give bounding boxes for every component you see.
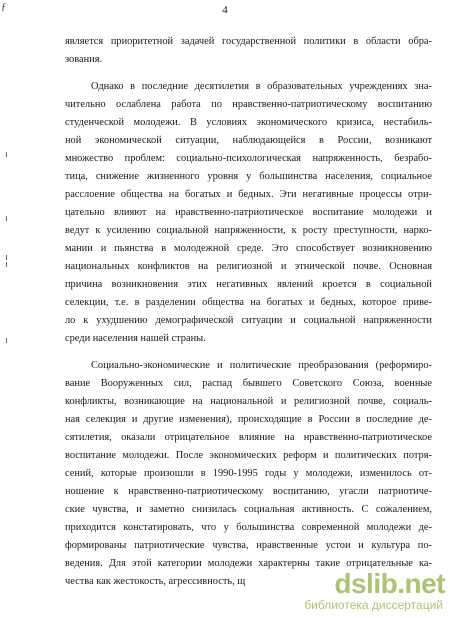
text-line: расслоение общества на богатых и бедных. Эти негативные процессы отри- (65, 189, 432, 200)
text-line: сений, которые произошли в 1990-1995 годы у молодежи, изменилось от- (65, 468, 432, 479)
text-line: ло к ухудшению демографической ситуации и социальной напряженности (65, 315, 432, 326)
text-line: селекции, т.е. в разделении общества на богатых и бедных, которое приве- (65, 297, 432, 308)
body-text (65, 33, 432, 591)
text-line: ной экономической ситуации, наблюдающейся в России, возникают (65, 135, 432, 146)
text-line: мании и пьянства в молодежной среде. Это способствует возникновению (65, 243, 432, 254)
watermark-subtitle: библиотека диссертаций (304, 598, 443, 612)
text-line: сятилетия, оказали отрицательное влияние на нравственно-патриотическое (65, 432, 432, 443)
text-line: ведут к усилению социальной напряженности, к росту преступности, нарко- (65, 225, 432, 236)
paragraph-first-line: Однако в последние десятилетия в образовательных учреждениях зна- (91, 81, 432, 92)
dslib-watermark (292, 566, 447, 616)
text-line: причина возникновения этих негативных явлений кроется в социальной (65, 279, 432, 290)
watermark-logo: dslib.net (334, 568, 445, 599)
text-line: ная селекция и другие изменения), происходящие в России в последние де- (65, 414, 432, 425)
text-line: национальных конфликтов на религиозной и этнической почве. Основная (65, 261, 432, 272)
paragraph-first-line: Социально-экономические и политические преобразования (реформиро- (91, 360, 432, 371)
text-line: студенческой молодежи. В условиях экономического кризиса, нестабиль- (65, 117, 432, 128)
text-line: множество проблем: социально-психологическая напряженность, безрабо- (65, 153, 432, 164)
text-line: конфликты, возникающие на национальной и религиозной почве, социаль- (65, 396, 432, 407)
text-line: ведения. Для этой категории молодежи характерны такие отрицательные ка- (65, 558, 432, 569)
text-line: формированы патриотические чувства, нравственные устои и культура по- (65, 540, 432, 551)
text-line: цательно влияют на нравственно-патриотическое воспитание молодежи и (65, 207, 432, 218)
text-line: среди населения нашей страны. (65, 333, 206, 344)
text-line: ношение к нравственно-патриотическому воспитанию, угасли патриотиче- (65, 486, 432, 497)
text-line: воспитание молодежи. После экономических реформ и политических потря- (65, 450, 432, 461)
scan-edge-mark: ƒ (1, 1, 7, 13)
text-line: приходится констатировать, что у большинства современной молодежи де- (65, 522, 432, 533)
text-line: тица, снижение жизненного уровня у большинства населения, социальное (65, 171, 432, 182)
text-line: зования. (65, 54, 103, 65)
text-line: чества как жестокость, агрессивность, щ (65, 576, 246, 587)
page-number: 4 (222, 4, 228, 16)
text-line: вание Вооруженных сил, распад бывшего Советского Союза, военные (65, 378, 432, 389)
text-line: является приоритетной задачей государственной политики в области обра- (65, 36, 432, 47)
text-line: ские чувства, и заметно снизилась социальная активность. С сожалением, (65, 504, 432, 515)
text-line: чительно ослаблена работа по нравственно-патриотическому воспитанию (65, 99, 432, 110)
